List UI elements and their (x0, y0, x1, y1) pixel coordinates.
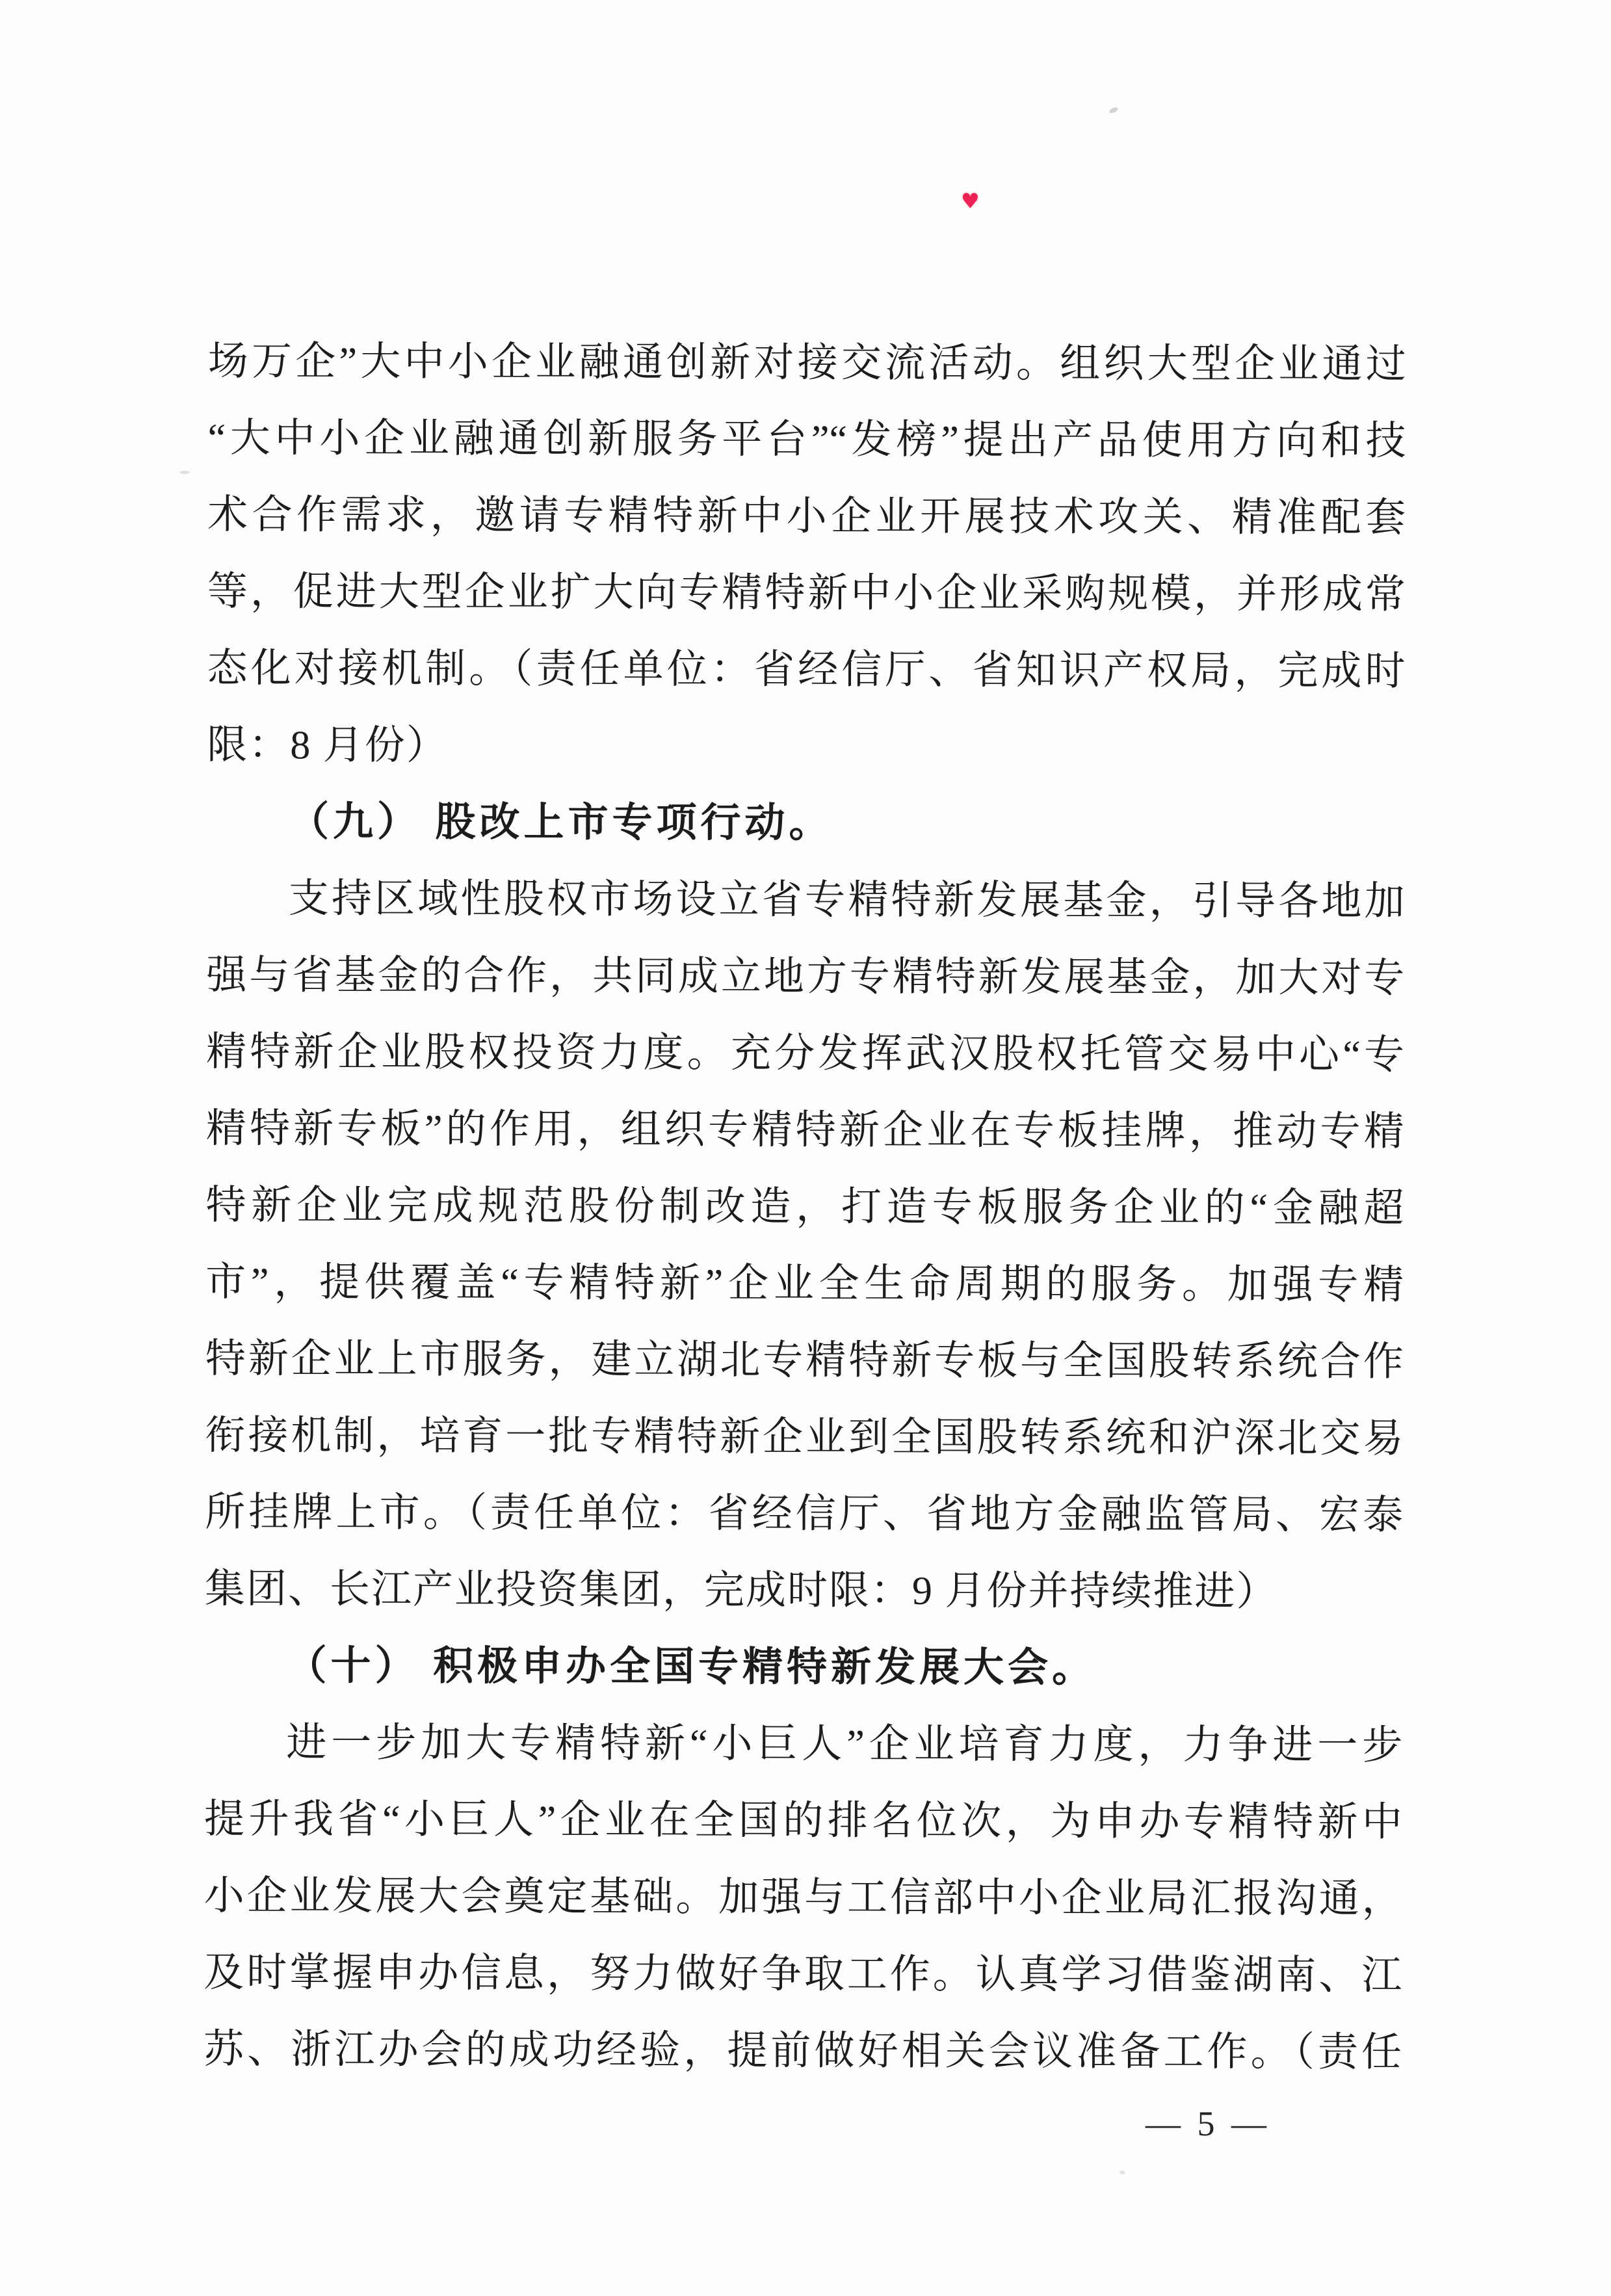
text-line: 小企业发展大会奠定基础。加强与工信部中小企业局汇报沟通， (203, 1873, 1402, 1921)
section-heading-9: （九） 股改上市专项行动。 (288, 800, 833, 846)
scan-speck (179, 471, 190, 474)
text-line: 特新企业上市服务，建立湖北专精特新专板与全国股转系统合作 (205, 1336, 1404, 1384)
text-line: 所挂牌上市。（责任单位：省经信厅、省地方金融监管局、宏泰 (205, 1490, 1404, 1538)
scan-speck (1120, 2171, 1125, 2174)
page-number: — 5 — (1146, 2104, 1270, 2143)
red-ink-heart-mark: ♥ (961, 189, 980, 213)
text-line: 进一步加大专精特新“小巨人”企业培育力度，力争进一步 (286, 1721, 1403, 1768)
text-line: 术合作需求，邀请专精特新中小企业开展技术攻关、精准配套 (207, 492, 1406, 540)
document-body (203, 323, 1406, 2091)
scan-speck (1108, 106, 1119, 114)
text-line: 提升我省“小巨人”企业在全国的排名位次，为申办专精特新中 (203, 1797, 1403, 1845)
text-line: 限：8 月份） (207, 722, 448, 768)
text-line: 及时掌握申办信息，努力做好争取工作。认真学习借鉴湖南、江 (203, 1950, 1402, 1998)
section-heading-10: （十） 积极申办全国专精特新发展大会。 (286, 1644, 1097, 1691)
text-line: 强与省基金的合作，共同成立地方专精特新发展基金，加大对专 (206, 953, 1405, 1001)
text-line: 市”，提供覆盖“专精特新”企业全生命周期的服务。加强专精 (205, 1260, 1404, 1308)
text-line: 苏、浙江办会的成功经验，提前做好相关会议准备工作。（责任 (203, 2027, 1402, 2075)
text-line: 特新企业完成规范股份制改造，打造专板服务企业的“金融超 (205, 1183, 1404, 1231)
text-line: 衔接机制，培育一批专精特新企业到全国股转系统和沪深北交易 (205, 1413, 1404, 1461)
text-line: 等，促进大型企业扩大向专精特新中小企业采购规模，并形成常 (207, 569, 1406, 617)
text-line: 场万企”大中小企业融通创新对接交流活动。组织大型企业通过 (207, 339, 1406, 387)
text-line: 态化对接机制。（责任单位：省经信厅、省知识产权局，完成时 (207, 646, 1406, 694)
text-line: 集团、长江产业投资集团，完成时限：9 月份并持续推进） (204, 1566, 1278, 1615)
text-line: “大中小企业融通创新服务平台”“发榜”提出产品使用方向和技 (207, 416, 1406, 464)
text-line: 支持区域性股权市场设立省专精特新发展基金，引导各地加 (288, 877, 1405, 924)
text-line: 精特新企业股权投资力度。充分发挥武汉股权托管交易中心“专 (205, 1029, 1405, 1077)
text-line: 精特新专板”的作用，组织专精特新企业在专板挂牌，推动专精 (205, 1106, 1404, 1154)
